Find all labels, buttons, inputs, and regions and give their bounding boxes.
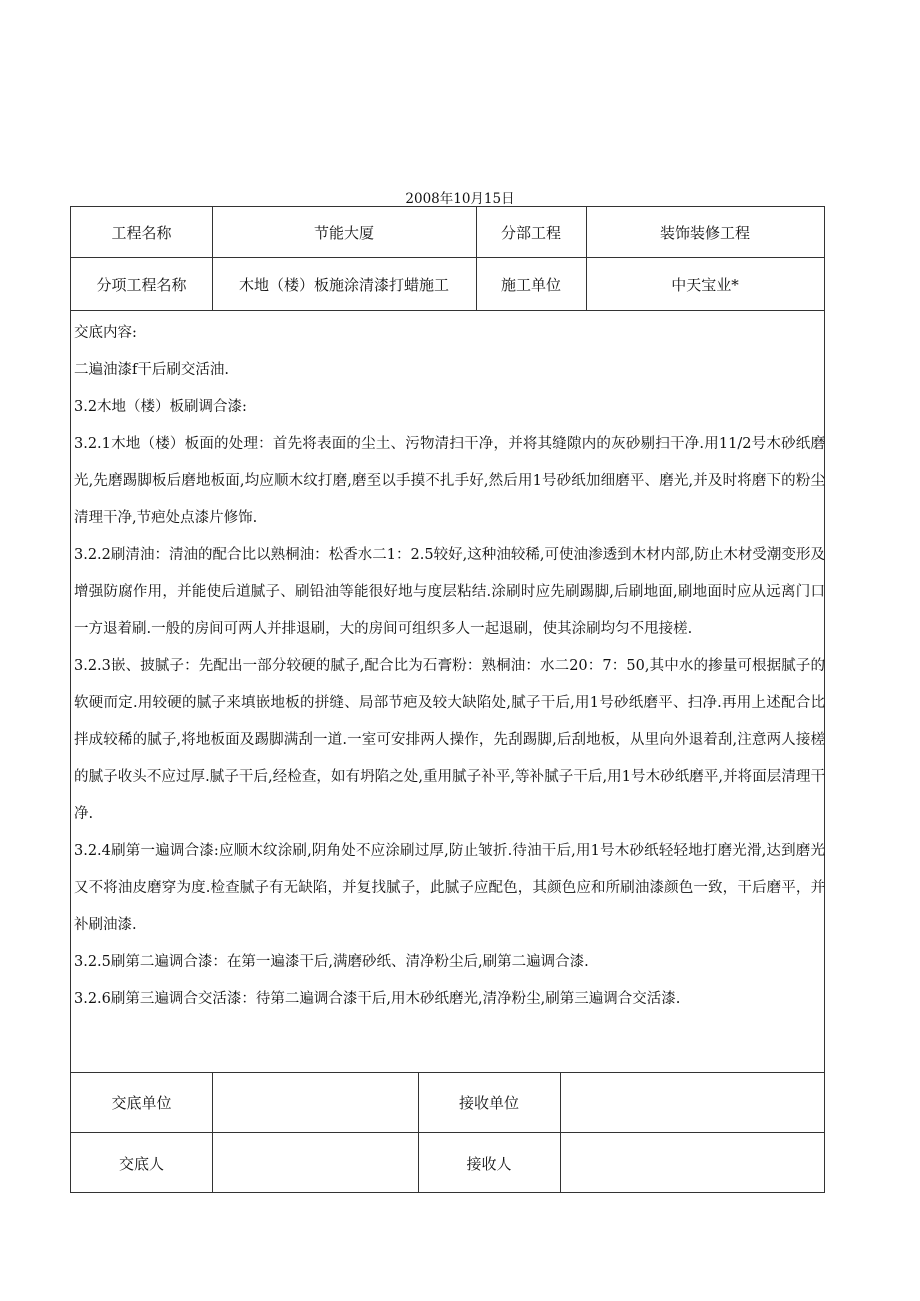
receiver-person-label: 接收人 — [466, 1154, 512, 1173]
subitem-label: 分项工程名称 — [96, 275, 187, 294]
receiver-unit-value — [561, 1073, 824, 1132]
handover-person-value — [213, 1133, 418, 1193]
content-line: 二遍油漆f干后刷交活油. — [74, 362, 229, 378]
handover-content — [73, 315, 825, 1018]
handover-unit-value — [213, 1073, 418, 1132]
project-name-label: 工程名称 — [111, 223, 172, 242]
content-line: 3.2.5刷第二遍调合漆：在第一遍漆干后,满磨砂纸、清净粉尘后,刷第二遍调合漆. — [74, 954, 589, 970]
receiver-person-value — [561, 1133, 824, 1193]
handover-form-table — [70, 206, 825, 1193]
division-value: 装饰装修工程 — [659, 223, 750, 242]
handover-person-label: 交底人 — [118, 1154, 164, 1173]
division-label: 分部工程 — [500, 223, 561, 242]
document-date: 2008年10月15日 — [405, 191, 515, 207]
content-line: 3.2木地（楼）板刷调合漆: — [74, 399, 247, 415]
project-name-value: 节能大厦 — [313, 223, 374, 242]
contractor-value: 中天宝业* — [671, 275, 739, 294]
content-line: 3.2.3嵌、披腻子：先配出一部分较硬的腻子,配合比为石膏粉：熟桐油：水二20：7：50,其中水的掺量可根据腻子的软硬而定.用较硬的腻子来填嵌地板的拼缝、局部节疤及较大缺陷处,腻子干后,用1号砂纸磨平、扫净.再用上述配合比拌成较稀的腻子,将地板面及踢脚满刮一道.一室可安排两人操作，先刮踢脚,后刮地板，从里向外退着刮,注意两人接槎的腻子收头不应过厚.腻子干后,经检查，如有坍陷之处,重用腻子补平,等补腻子干后,用1号木砂纸磨平,并将面层清理干净. — [74, 658, 825, 822]
row-divider — [71, 310, 824, 311]
content-line: 3.2.1木地（楼）板面的处理：首先将表面的尘土、污物清扫干净，并将其缝隙内的灰砂剔扫干净.用11/2号木砂纸磨光,先磨踢脚板后磨地板面,均应顺木纹打磨,磨至以手摸不扎手好,然后用1号砂纸加细磨平、磨光,并及时将磨下的粉尘清理干净,节疤处点漆片修饰. — [74, 436, 825, 526]
content-line: 3.2.6刷第三遍调合交活漆：待第二遍调合漆干后,用木砂纸磨光,清净粉尘,刷第三遍调合交活漆. — [74, 991, 681, 1007]
subitem-value: 木地（楼）板施涂清漆打蜡施工 — [238, 275, 449, 294]
contractor-label: 施工单位 — [500, 275, 561, 294]
handover-unit-label: 交底单位 — [111, 1094, 172, 1112]
content-line: 3.2.2刷清油：清油的配合比以熟桐油：松香水二1：2.5较好,这种油较稀,可使油渗透到木材内部,防止木材受潮变形及增强防腐作用，并能使后道腻子、刷铅油等能很好地与度层粘结.涂刷时应先刷踢脚,后刷地面,刷地面时应从远离门口一方退着刷.一般的房间可两人并排退刷，大的房间可组织多人一起退刷，使其涂刷均匀不甩接槎. — [74, 547, 825, 637]
receiver-unit-label: 接收单位 — [458, 1094, 519, 1112]
content-line: 3.2.4刷第一遍调合漆:应顺木纹涂刷,阴角处不应涂刷过厚,防止皱折.待油干后,用1号木砂纸轻轻地打磨光滑,达到磨光又不将油皮磨穿为度.检查腻子有无缺陷，并复找腻子，此腻子应配色，其颜色应和所刷油漆颜色一致，干后磨平，并补刷油漆. — [74, 843, 825, 933]
content-heading: 交底内容: — [74, 325, 137, 341]
